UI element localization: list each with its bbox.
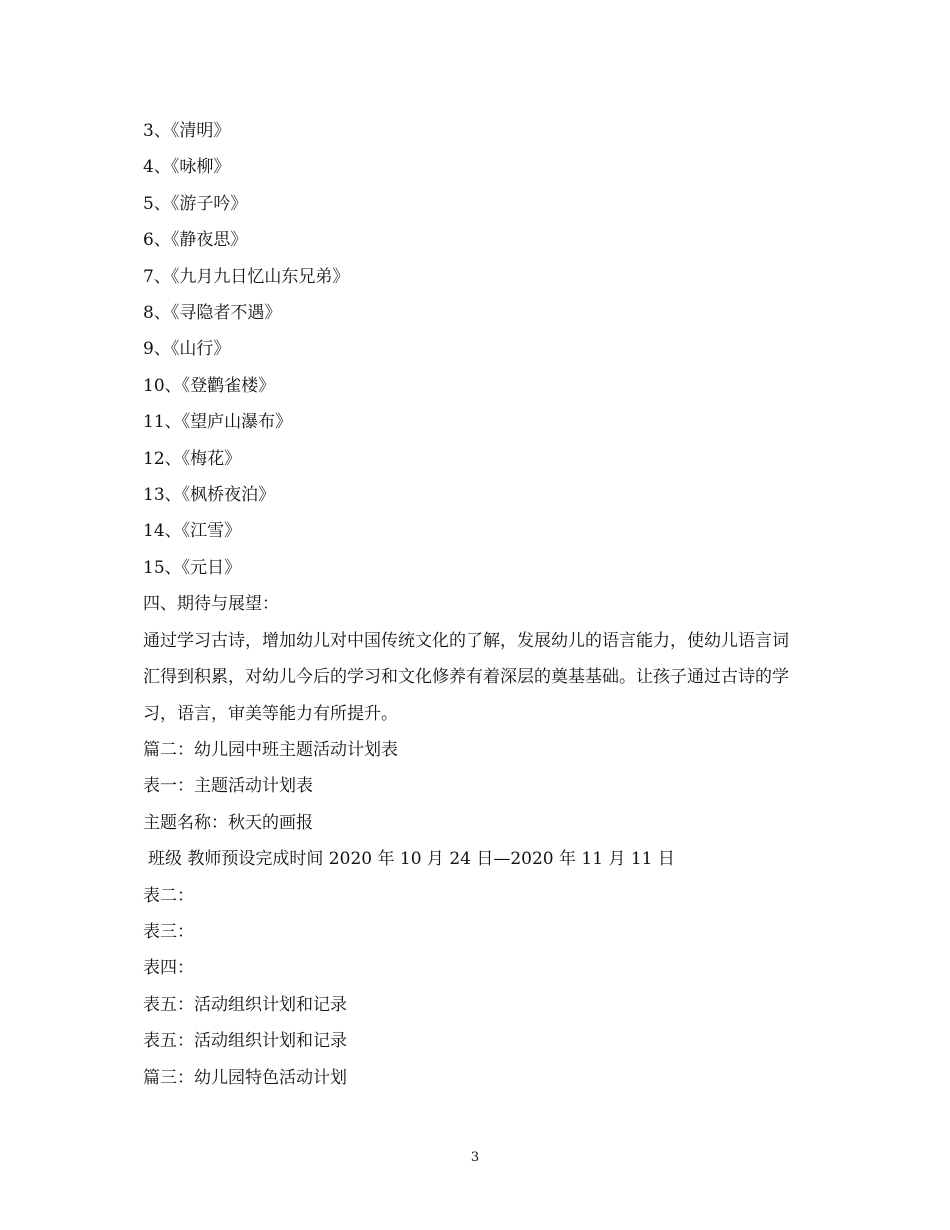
poem-item: 3、《清明》 — [143, 121, 231, 141]
poem-item: 10、《登鹳雀楼》 — [143, 375, 276, 396]
poem-item: 12、《梅花》 — [143, 448, 242, 469]
theme-name: 主题名称：秋天的画报 — [143, 812, 313, 833]
poem-item: 6、《静夜思》 — [143, 230, 248, 251]
poem-item: 14、《江雪》 — [143, 521, 242, 542]
poem-item: 11、《望庐山瀑布》 — [143, 412, 293, 433]
table1-label: 表一：主题活动计划表 — [143, 776, 313, 797]
poem-item: 4、《咏柳》 — [143, 157, 231, 178]
page-number: 3 — [470, 1150, 480, 1165]
poem-item: 7、《九月九日忆山东兄弟》 — [143, 266, 350, 287]
page-content — [143, 113, 803, 1096]
poem-item: 8、《寻隐者不遇》 — [143, 303, 282, 324]
part3-title: 篇三：幼儿园特色活动计划 — [143, 1067, 347, 1088]
part2-title: 篇二：幼儿园中班主题活动计划表 — [143, 739, 398, 760]
table5-label: 表五：活动组织计划和记录 — [143, 1031, 347, 1052]
class-info: 班级 教师预设完成时间 2020 年 10 月 24 日—2020 年 11 月 11 日 — [148, 849, 675, 870]
table5-label: 表五：活动组织计划和记录 — [143, 994, 347, 1015]
section-heading-expectation: 四、期待与展望： — [143, 594, 279, 615]
poem-item: 5、《游子吟》 — [143, 193, 248, 214]
poem-item: 9、《山行》 — [143, 339, 231, 360]
poem-item: 15、《元日》 — [143, 557, 242, 578]
table2-label: 表二： — [143, 885, 194, 906]
table3-label: 表三： — [143, 921, 194, 942]
poem-item: 13、《枫桥夜泊》 — [143, 485, 276, 506]
table4-label: 表四： — [143, 958, 194, 979]
expectation-paragraph: 通过学习古诗，增加幼儿对中国传统文化的了解，发展幼儿的语言能力，使幼儿语言词汇得到积累，对幼儿今后的学习和文化修养有着深层的奠基基础。让孩子通过古诗的学习，语言，审美等能力有所提升。 — [143, 630, 789, 724]
